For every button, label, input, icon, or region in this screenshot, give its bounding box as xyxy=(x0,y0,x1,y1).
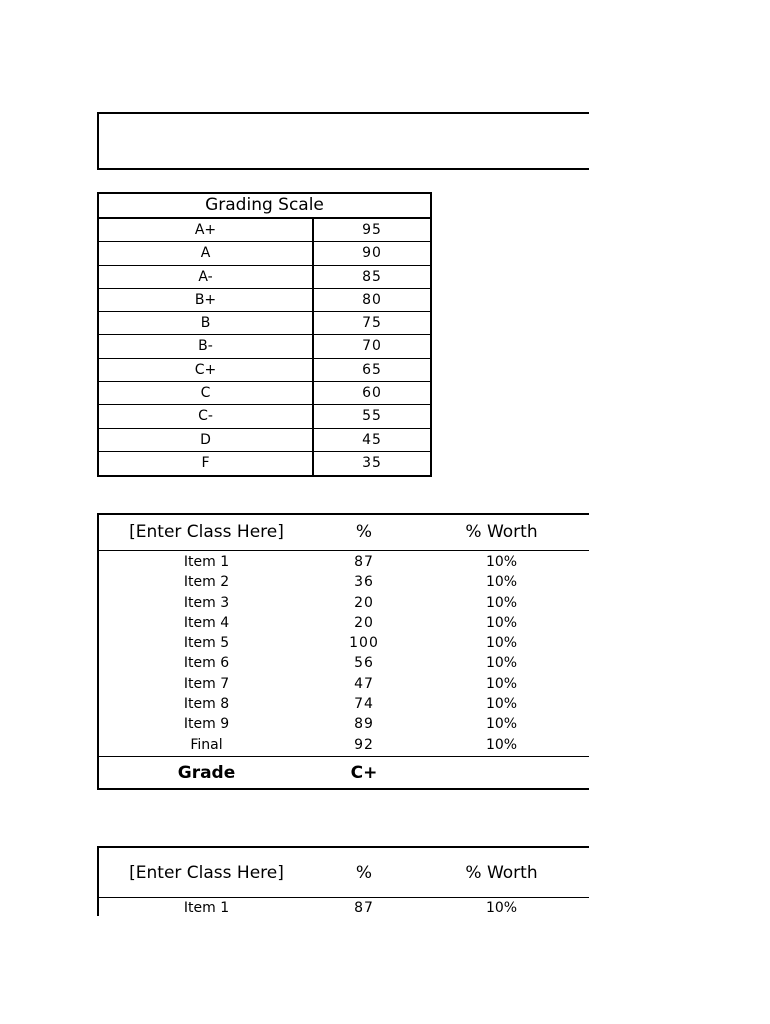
table-row xyxy=(99,694,589,714)
title-box[interactable] xyxy=(97,112,589,170)
item-percent[interactable]: 87 xyxy=(354,900,374,916)
scale-min: 70 xyxy=(362,338,382,355)
scale-row xyxy=(99,219,430,242)
class-name-header[interactable]: [Enter Class Here] xyxy=(129,863,284,883)
grade-label: Grade xyxy=(177,762,236,783)
item-percent[interactable]: 47 xyxy=(354,675,374,692)
item-worth[interactable]: 10% xyxy=(485,594,518,611)
table-row xyxy=(99,714,589,734)
scale-row xyxy=(99,266,430,289)
scale-row xyxy=(99,452,430,475)
worth-header: % Worth xyxy=(465,522,538,542)
item-percent[interactable]: 92 xyxy=(354,736,374,753)
item-name[interactable]: Item 1 xyxy=(183,554,230,570)
scale-grade: B- xyxy=(99,335,314,357)
scale-min: 60 xyxy=(362,385,382,402)
scale-grade: B+ xyxy=(99,289,314,311)
item-percent[interactable]: 100 xyxy=(349,635,379,652)
class-grade-table xyxy=(97,513,589,790)
scale-min: 35 xyxy=(362,454,382,471)
item-percent[interactable]: 20 xyxy=(354,594,374,611)
table-row xyxy=(99,552,589,572)
item-worth[interactable]: 10% xyxy=(485,614,518,631)
item-worth[interactable]: 10% xyxy=(485,574,518,591)
scale-grade: C xyxy=(99,382,314,404)
scale-row xyxy=(99,242,430,265)
class-grade-table-2 xyxy=(97,846,589,916)
item-name[interactable]: Item 1 xyxy=(183,900,230,916)
item-worth[interactable]: 10% xyxy=(485,675,518,692)
item-percent[interactable]: 74 xyxy=(354,696,374,713)
scale-grade: A+ xyxy=(99,219,314,241)
item-percent[interactable]: 56 xyxy=(354,655,374,672)
scale-grade: A xyxy=(99,242,314,264)
table-row xyxy=(99,593,589,613)
item-name[interactable]: Item 4 xyxy=(183,614,230,631)
item-percent[interactable]: 20 xyxy=(354,614,374,631)
scale-grade: C- xyxy=(99,405,314,427)
scale-min: 85 xyxy=(362,268,382,285)
item-name[interactable]: Item 3 xyxy=(183,594,230,611)
item-name[interactable]: Item 8 xyxy=(183,696,230,713)
percent-header: % xyxy=(355,863,373,883)
scale-row xyxy=(99,382,430,405)
scale-min: 75 xyxy=(362,315,382,332)
item-percent[interactable]: 89 xyxy=(354,716,374,733)
item-percent[interactable]: 87 xyxy=(354,554,374,570)
table-header xyxy=(99,848,589,898)
item-name[interactable]: Final xyxy=(190,736,223,753)
item-worth[interactable]: 10% xyxy=(485,655,518,672)
grade-row xyxy=(99,756,589,790)
table-row xyxy=(99,613,589,633)
item-worth[interactable]: 10% xyxy=(485,554,518,570)
scale-min: 65 xyxy=(362,361,382,378)
scale-min: 55 xyxy=(362,408,382,425)
item-worth[interactable]: 10% xyxy=(485,716,518,733)
scale-grade: D xyxy=(99,429,314,451)
item-name[interactable]: Item 9 xyxy=(183,716,230,733)
item-name[interactable]: Item 2 xyxy=(183,574,230,591)
scale-row xyxy=(99,312,430,335)
grading-scale-table xyxy=(97,192,432,477)
scale-grade: A- xyxy=(99,266,314,288)
scale-row xyxy=(99,359,430,382)
table-row xyxy=(99,898,589,918)
scale-row xyxy=(99,335,430,358)
grading-scale-title: Grading Scale xyxy=(99,194,430,219)
table-row xyxy=(99,572,589,592)
class-name-header[interactable]: [Enter Class Here] xyxy=(129,522,284,542)
table-header xyxy=(99,515,589,551)
scale-min: 90 xyxy=(362,245,382,262)
scale-row xyxy=(99,429,430,452)
item-name[interactable]: Item 7 xyxy=(183,675,230,692)
table-row xyxy=(99,633,589,653)
scale-min: 45 xyxy=(362,431,382,448)
item-worth[interactable]: 10% xyxy=(485,736,518,753)
item-name[interactable]: Item 5 xyxy=(183,635,230,652)
item-worth[interactable]: 10% xyxy=(485,635,518,652)
scale-grade: C+ xyxy=(99,359,314,381)
table-row xyxy=(99,653,589,673)
item-name[interactable]: Item 6 xyxy=(183,655,230,672)
scale-grade: F xyxy=(99,452,314,475)
worth-header: % Worth xyxy=(465,863,538,883)
scale-min: 95 xyxy=(362,222,382,238)
item-percent[interactable]: 36 xyxy=(354,574,374,591)
scale-grade: B xyxy=(99,312,314,334)
item-worth[interactable]: 10% xyxy=(485,900,518,916)
table-row xyxy=(99,735,589,755)
table-row xyxy=(99,674,589,694)
percent-header: % xyxy=(355,522,373,542)
scale-min: 80 xyxy=(362,291,382,308)
item-worth[interactable]: 10% xyxy=(485,696,518,713)
grade-value: C+ xyxy=(350,762,378,783)
scale-row xyxy=(99,289,430,312)
scale-row xyxy=(99,405,430,428)
